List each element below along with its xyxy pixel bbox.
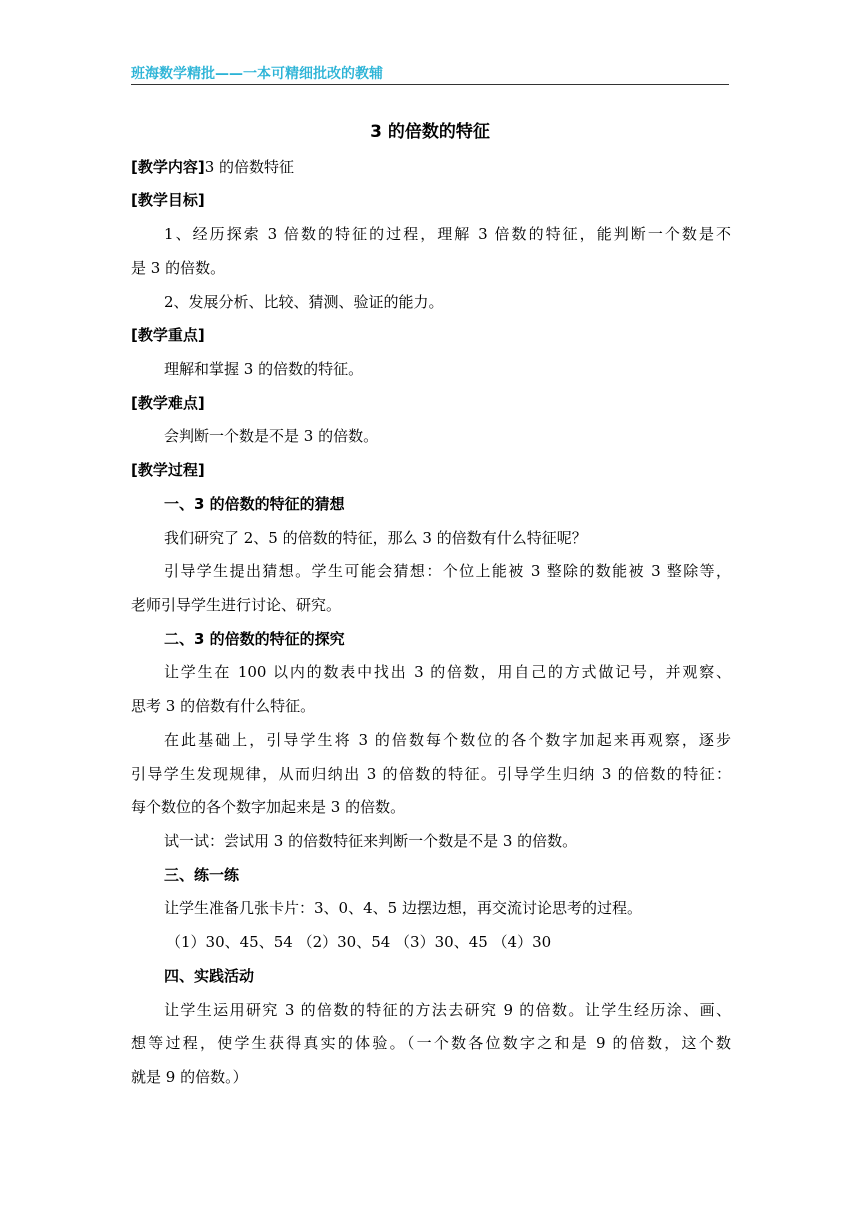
part4-heading: 四、实践活动 — [164, 967, 255, 985]
header-text: 班海数学精批——一本可精细批改的教辅 — [131, 66, 383, 82]
key-points-label: [教学重点] — [131, 326, 205, 344]
goals-item2: 2、发展分析、比较、猜测、验证的能力。 — [164, 293, 444, 311]
goals-item1-line1: 1、经历探索 3 倍数的特征的过程，理解 3 倍数的特征，能判断一个数是不 — [164, 225, 731, 243]
part3-p1: 让学生准备几张卡片：3、0、4、5 边摆边想，再交流讨论思考的过程。 — [164, 899, 642, 917]
goals-label: [教学目标] — [131, 191, 205, 209]
part2-p1-line2: 思考 3 的倍数有什么特征。 — [131, 697, 316, 715]
part2-p2-line2: 引导学生发现规律，从而归纳出 3 的倍数的特征。引导学生归纳 3 的倍数的特征： — [131, 765, 731, 783]
part4-p1-line1: 让学生运用研究 3 的倍数的特征的方法去研究 9 的倍数。让学生经历涂、画、 — [164, 1001, 731, 1019]
content-line — [131, 157, 731, 177]
content-value: 3 的倍数特征 — [204, 158, 295, 176]
part2-p2-line3: 每个数位的各个数字加起来是 3 的倍数。 — [131, 798, 406, 816]
process-label: [教学过程] — [131, 461, 205, 479]
part4-p1-line2: 想等过程，使学生获得真实的体验。（一个数各位数字之和是 9 的倍数，这个数 — [131, 1034, 731, 1052]
difficulties-label: [教学难点] — [131, 394, 205, 412]
part2-p3: 试一试：尝试用 3 的倍数特征来判断一个数是不是 3 的倍数。 — [164, 832, 578, 850]
goals-item1-line2: 是 3 的倍数。 — [131, 259, 226, 277]
difficulties-text: 会判断一个数是不是 3 的倍数。 — [164, 427, 379, 445]
part1-p2-line2: 老师引导学生进行讨论、研究。 — [131, 596, 342, 614]
part4-p1-line3: 就是 9 的倍数。） — [131, 1068, 248, 1086]
part1-p2-line1: 引导学生提出猜想。学生可能会猜想：个位上能被 3 整除的数能被 3 整除等， — [164, 562, 731, 580]
part1-p1: 我们研究了 2、5 的倍数的特征，那么 3 的倍数有什么特征呢？ — [164, 529, 587, 547]
part3-heading: 三、练一练 — [164, 866, 240, 884]
part2-heading: 二、3 的倍数的特征的探究 — [164, 630, 345, 648]
key-points-text: 理解和掌握 3 的倍数的特征。 — [164, 360, 364, 378]
part2-p1-line1: 让学生在 100 以内的数表中找出 3 的倍数，用自己的方式做记号，并观察、 — [164, 663, 731, 681]
header-divider — [131, 84, 729, 85]
part2-p2-line1: 在此基础上，引导学生将 3 的倍数每个数位的各个数字加起来再观察，逐步 — [164, 731, 731, 749]
content-label: [教学内容] — [131, 158, 205, 176]
page-title: 3 的倍数的特征 — [370, 122, 490, 142]
part3-p2: （1）30、45、54 （2）30、54 （3）30、45 （4）30 — [166, 933, 552, 951]
part1-heading: 一、3 的倍数的特征的猜想 — [164, 495, 345, 513]
